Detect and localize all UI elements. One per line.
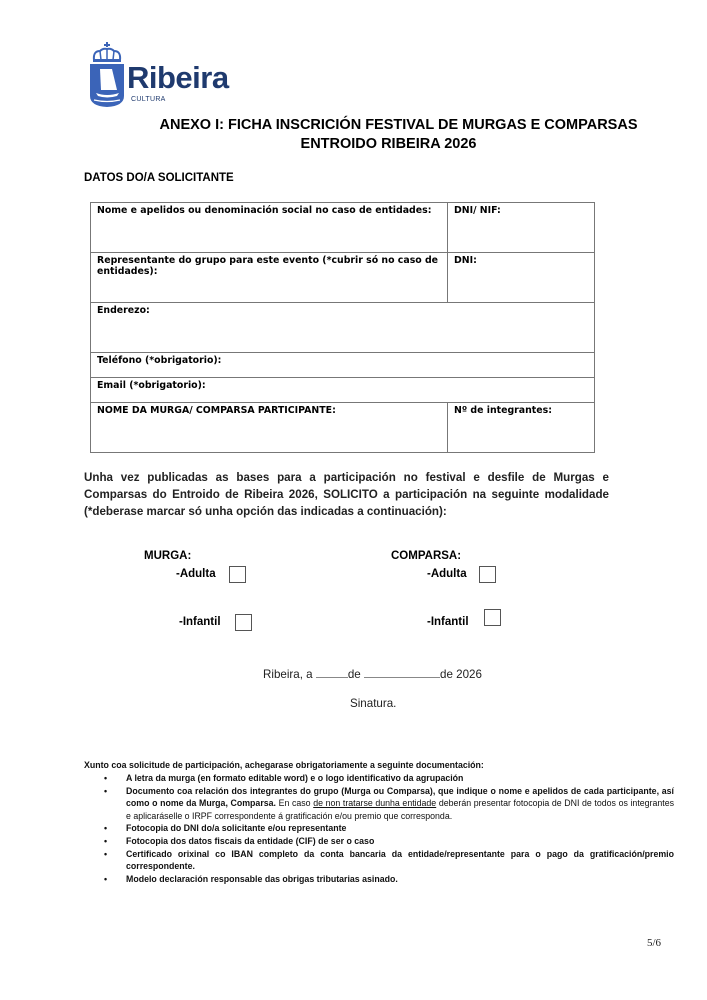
murga-adult-checkbox[interactable] — [229, 566, 246, 583]
members-field[interactable] — [448, 403, 595, 453]
comparsa-child-label: -Infantil — [427, 616, 469, 628]
date-place-prefix: Ribeira, a — [263, 668, 313, 681]
page-number: 5/6 — [647, 937, 662, 949]
email-field[interactable] — [91, 378, 595, 403]
representative-field[interactable] — [91, 253, 448, 303]
phone-field[interactable] — [91, 353, 595, 378]
dni-field[interactable] — [448, 253, 595, 303]
ribeira-cultura-logo — [88, 40, 248, 108]
applicant-form-table — [90, 202, 595, 453]
document-title-line2: ENTROIDO RIBEIRA 2026 — [300, 136, 477, 152]
request-paragraph: Unha vez publicadas as bases para a participación no festival e desfile de Murgas e Comparsas do Entroido de Ribeira 2026, SOLICITO a participación na seguinte modalidade (*deberase marcar só unha opción das indicadas a continuación): — [84, 471, 609, 518]
list-item: • Modelo declaración responsable das obrigas tributarias asinado. — [104, 873, 398, 884]
documentation-list — [84, 772, 674, 885]
date-de: de — [347, 668, 361, 681]
bullet-icon: • — [104, 848, 108, 859]
name-field[interactable] — [91, 203, 448, 253]
comparsa-child-checkbox[interactable] — [484, 609, 501, 626]
section-label-applicant: DATOS DO/A SOLICITANTE — [84, 172, 234, 184]
date-year: de 2026 — [440, 668, 482, 681]
list-item: • A letra da murga (en formato editable word) e o logo identificativo da agrupación — [104, 773, 464, 783]
list-item: • Fotocopia dos datos fiscais da entidade (CIF) de ser o caso — [104, 835, 375, 846]
bullet-icon: • — [104, 773, 108, 783]
document-title-line1: ANEXO I: FICHA INSCRICIÓN FESTIVAL DE MURGAS E COMPARSAS — [159, 117, 638, 133]
bullet-icon: • — [104, 823, 108, 834]
murga-child-checkbox[interactable] — [235, 614, 252, 631]
email-label: Email (*obrigatorio): — [97, 380, 206, 391]
representative-label: Representante do grupo para este evento (*cubrir só no caso de entidades): — [97, 255, 439, 277]
list-item: • Certificado orixinal co IBAN completo da conta bancaria da entidade/representante para o pago da gratificación/premio correspondente. — [104, 848, 674, 872]
address-label: Enderezo: — [97, 305, 150, 316]
coat-of-arms-icon — [88, 40, 126, 108]
comparsa-heading: COMPARSA: — [391, 550, 462, 562]
date-line — [263, 666, 482, 681]
logo-subtitle: CULTURA — [131, 96, 166, 103]
month-blank[interactable] — [364, 666, 440, 678]
documentation-intro: Xunto coa solicitude de participación, achegarase obrigatoriamente a seguinte documentación: — [84, 760, 484, 770]
list-item: • Documento coa relación dos integrantes do grupo (Murga ou Comparsa), que indique o nome e apelidos de cada participante, así como o nome da Murga, Comparsa. En caso de non tratarse dunha entidade deberán presentar fotocopia de DNI de todos os integrantes e aplicaráselle o IRPF correspondente á gratificación e/ou premio que corresponda. — [104, 785, 675, 821]
murga-child-label: -Infantil — [179, 616, 221, 628]
comparsa-adult-checkbox[interactable] — [479, 566, 496, 583]
dni-nif-field[interactable] — [448, 203, 595, 253]
dni-label: DNI: — [454, 255, 477, 266]
group-name-label: NOME DA MURGA/ COMPARSA PARTICIPANTE: — [97, 405, 336, 416]
murga-adult-label: -Adulta — [176, 568, 216, 580]
list-item: • Fotocopia do DNI do/a solicitante e/ou representante — [104, 823, 347, 834]
logo-wordmark: Ribeira — [127, 60, 229, 95]
murga-heading: MURGA: — [144, 550, 192, 562]
day-blank[interactable] — [316, 666, 348, 678]
comparsa-adult-label: -Adulta — [427, 568, 467, 580]
name-label: Nome e apelidos ou denominación social no caso de entidades: — [97, 205, 432, 216]
group-name-field[interactable] — [91, 403, 448, 453]
bullet-icon: • — [104, 835, 108, 846]
bullet-icon: • — [104, 785, 108, 796]
signature-label: Sinatura. — [350, 697, 397, 710]
phone-label: Teléfono (*obrigatorio): — [97, 355, 222, 366]
address-field[interactable] — [91, 303, 595, 353]
dni-nif-label: DNI/ NIF: — [454, 205, 501, 216]
members-label: Nº de integrantes: — [454, 405, 552, 416]
bullet-icon: • — [104, 873, 108, 884]
